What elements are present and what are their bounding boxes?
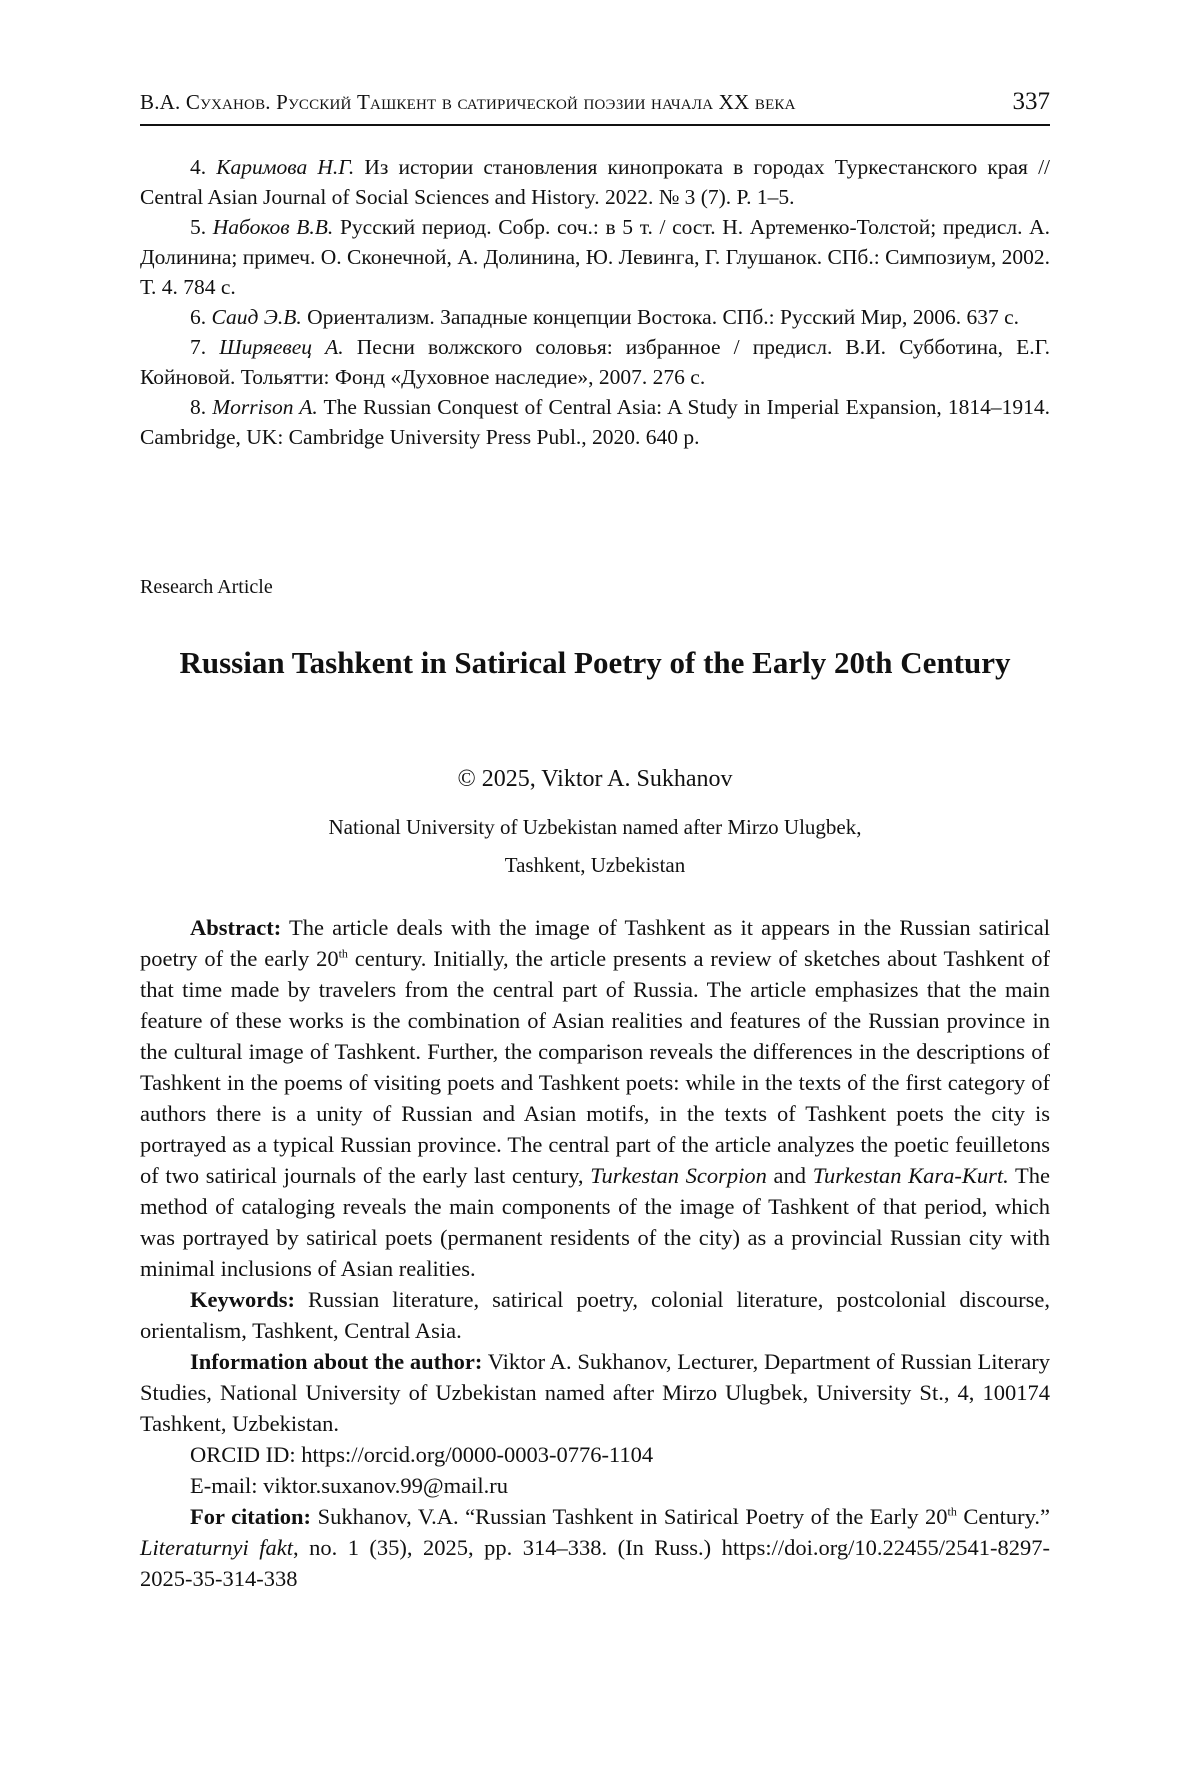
- affiliation-line: Tashkent, Uzbekistan: [504, 853, 686, 877]
- reference-item: 8. Morrison A. The Russian Conquest of Central Asia: A Study in Imperial Expansion, 1814–1914. Cambridge, UK: Cambridge University Press Publ., 2020. 640 p.: [140, 395, 1050, 449]
- page-number: 337: [1012, 88, 1050, 115]
- journal-title: Literaturnyi fakt: [140, 1535, 293, 1560]
- abstract-label: Abstract:: [190, 915, 282, 940]
- author-information: Information about the author: Viktor A. Sukhanov, Lecturer, Department of Russian Literary Studies, National University of Uzbekistan named after Mirzo Ulugbek, University St., 4, 100174 Tashkent, Uzbekistan.: [140, 1349, 1051, 1436]
- article-type-label: Research Article: [140, 576, 273, 598]
- reference-item: 4. Каримова Н.Г. Из истории становления кинопроката в городах Туркестанского края // Central Asian Journal of Social Sciences and History. 2022. № 3 (7). P. 1–5.: [140, 155, 1051, 209]
- reference-author: Саид Э.В.: [211, 305, 302, 329]
- keywords: Keywords: Russian literature, satirical poetry, colonial literature, postcolonial discourse, orientalism, Tashkent, Central Asia.: [140, 1287, 1050, 1343]
- affiliation: [140, 808, 1050, 884]
- reference-author: Каримова Н.Г.: [216, 155, 355, 179]
- orcid-line: ORCID ID: https://orcid.org/0000-0003-0776-1104: [190, 1442, 654, 1467]
- reference-author: Ширяевец А.: [219, 335, 344, 359]
- article-title: Russian Tashkent in Satirical Poetry of the Early 20th Century: [179, 645, 1011, 680]
- article-front-matter: [140, 912, 1050, 1594]
- keywords-label: Keywords:: [190, 1287, 295, 1312]
- reference-item: 5. Набоков В.В. Русский период. Собр. соч.: в 5 т. / сост. Н. Артеменко-Толстой; предисл. А. Долинина; примеч. О. Сконечной, А. Долинина, Ю. Левинга, Г. Глушанок. СПб.: Симпозиум, 2002. Т. 4. 784 с.: [140, 215, 1050, 299]
- journal-title: Turkestan Kara-Kurt.: [812, 1163, 1009, 1188]
- reference-list: [140, 152, 1050, 452]
- citation-label: For citation:: [190, 1504, 312, 1529]
- affiliation-line: National University of Uzbekistan named after Mirzo Ulugbek,: [328, 815, 862, 839]
- author-line: © 2025, Viktor A. Sukhanov: [457, 766, 733, 792]
- reference-author: Morrison A.: [212, 395, 318, 419]
- journal-title: Turkestan Scorpion: [590, 1163, 767, 1188]
- running-title: В.А. Суханов. Русский Ташкент в сатирической поэзии начала XX века: [140, 90, 796, 114]
- reference-item: 7. Ширяевец А. Песни волжского соловья: избранное / предисл. В.И. Субботина, Е.Г. Койновой. Тольятти: Фонд «Духовное наследие», 2007. 276 с.: [140, 335, 1051, 389]
- citation: For citation: Sukhanov, V.A. “Russian Tashkent in Satirical Poetry of the Early 20th Century.” Literaturnyi fakt, no. 1 (35), 2025, pp. 314–338. (In Russ.) https://doi.org/10.22455/2541-8297-2025-35-314-338: [140, 1504, 1051, 1591]
- reference-item: 6. Саид Э.В. Ориентализм. Западные концепции Востока. СПб.: Русский Мир, 2006. 637 с.: [190, 305, 1020, 329]
- email-line: E-mail: viktor.suxanov.99@mail.ru: [190, 1473, 508, 1498]
- abstract: Abstract: The article deals with the image of Tashkent as it appears in the Russian satirical poetry of the early 20th century. Initially, the article presents a review of sketches about Tashkent of that time made by travelers from the central part of Russia. The article emphasizes that the main feature of these works is the combination of Asian realities and features of the Russian province in the cultural image of Tashkent. Further, the comparison reveals the differences in the descriptions of Tashkent in the poems of visiting poets and Tashkent poets: while in the texts of the first category of authors there is a unity of Russian and Asian motifs, in the texts of Tashkent poets the city is portrayed as a typical Russian province. The central part of the article analyzes the poetic feuilletons of two satirical journals of the early last century, Turkestan Scorpion and Turkestan Kara-Kurt. The method of cataloging reveals the main components of the image of Tashkent of that period, which was portrayed by satirical poets (permanent residents of the city) as a provincial Russian city with minimal inclusions of Asian realities.: [140, 915, 1051, 1281]
- running-header: [140, 88, 1050, 126]
- reference-author: Набоков В.В.: [212, 215, 334, 239]
- author-info-label: Information about the author:: [190, 1349, 483, 1374]
